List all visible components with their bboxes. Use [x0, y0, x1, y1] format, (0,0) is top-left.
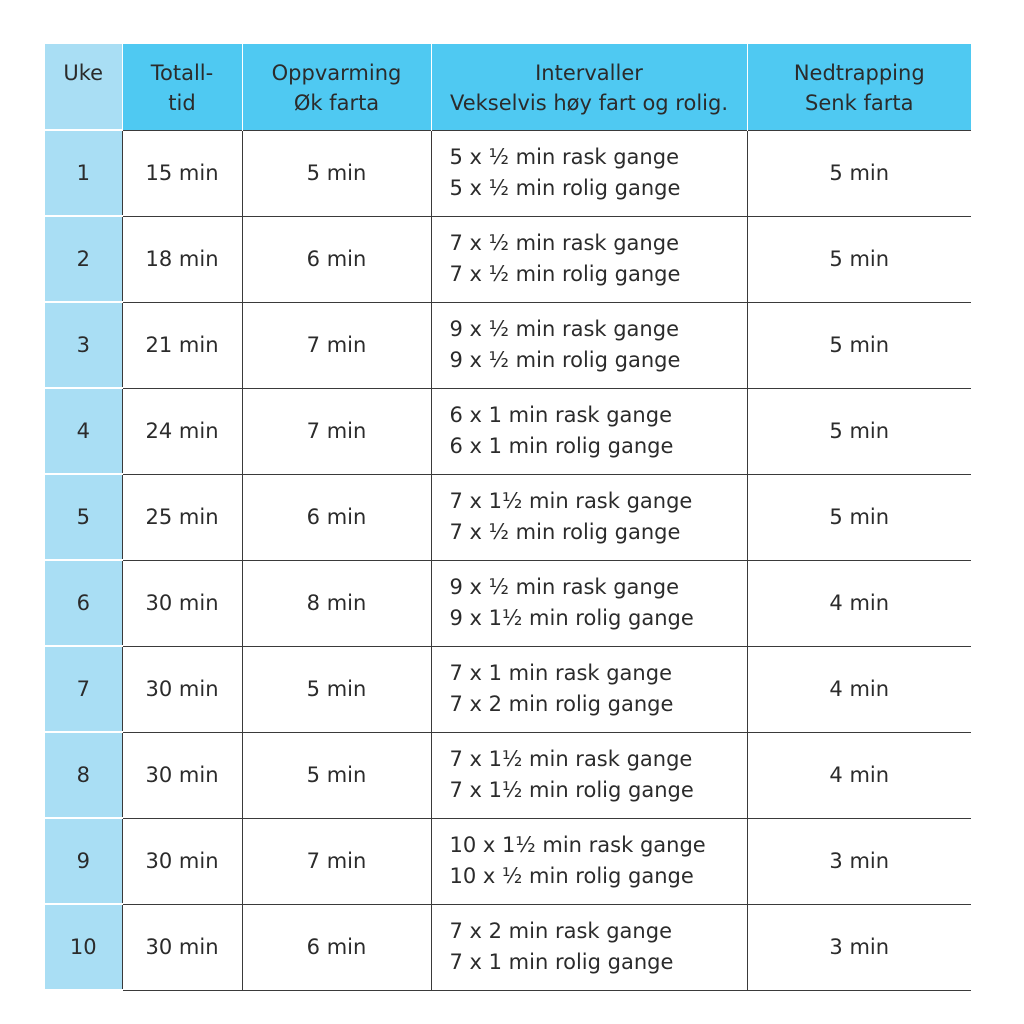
interval-fast-line: 9 x ½ min rask gange — [449, 317, 679, 341]
warmup-cell: 5 min — [242, 646, 431, 732]
cooldown-cell: 5 min — [747, 130, 971, 216]
interval-fast-line: 10 x 1½ min rask gange — [449, 833, 706, 857]
week-cell: 9 — [45, 818, 122, 904]
total-time-cell: 30 min — [122, 818, 242, 904]
cooldown-cell: 4 min — [747, 560, 971, 646]
intervals-cell — [431, 646, 747, 732]
total-time-cell: 30 min — [122, 732, 242, 818]
interval-slow-line: 7 x 1 min rolig gange — [449, 950, 674, 974]
warmup-cell: 6 min — [242, 216, 431, 302]
interval-slow-line: 7 x 1½ min rolig gange — [449, 778, 694, 802]
table-row — [45, 904, 971, 990]
cooldown-cell: 5 min — [747, 302, 971, 388]
interval-fast-line: 7 x 1 min rask gange — [449, 661, 672, 685]
cooldown-cell: 5 min — [747, 216, 971, 302]
week-cell: 1 — [45, 130, 122, 216]
interval-fast-line: 7 x ½ min rask gange — [449, 231, 679, 255]
header-warmup — [242, 44, 431, 130]
interval-fast-line: 6 x 1 min rask gange — [449, 403, 672, 427]
cooldown-cell: 3 min — [747, 818, 971, 904]
table-row — [45, 474, 971, 560]
week-cell: 2 — [45, 216, 122, 302]
week-cell: 4 — [45, 388, 122, 474]
intervals-cell — [431, 474, 747, 560]
intervals-cell — [431, 130, 747, 216]
interval-slow-line: 9 x 1½ min rolig gange — [449, 606, 694, 630]
header-total-time — [122, 44, 242, 130]
interval-fast-line: 9 x ½ min rask gange — [449, 575, 679, 599]
table-row — [45, 818, 971, 904]
week-cell: 7 — [45, 646, 122, 732]
header-cooldown — [747, 44, 971, 130]
warmup-cell: 8 min — [242, 560, 431, 646]
table-row — [45, 302, 971, 388]
table-header — [45, 44, 971, 130]
intervals-cell — [431, 302, 747, 388]
header-cooldown-line-2: Senk farta — [805, 91, 914, 115]
header-intervals-line-1: Intervaller — [535, 61, 643, 85]
header-week — [45, 44, 122, 130]
total-time-cell: 24 min — [122, 388, 242, 474]
intervals-cell — [431, 216, 747, 302]
total-time-cell: 30 min — [122, 646, 242, 732]
interval-slow-line: 5 x ½ min rolig gange — [449, 176, 681, 200]
interval-fast-line: 7 x 1½ min rask gange — [449, 747, 693, 771]
week-cell: 6 — [45, 560, 122, 646]
intervals-cell — [431, 818, 747, 904]
header-warmup-line-2: Øk farta — [293, 91, 380, 115]
interval-fast-line: 7 x 1½ min rask gange — [449, 489, 693, 513]
table-row — [45, 130, 971, 216]
header-row — [45, 44, 971, 130]
table-row — [45, 732, 971, 818]
week-cell: 10 — [45, 904, 122, 990]
header-week-line: Uke — [63, 61, 104, 85]
table-body — [45, 130, 971, 990]
total-time-cell: 18 min — [122, 216, 242, 302]
week-cell: 8 — [45, 732, 122, 818]
interval-fast-line: 5 x ½ min rask gange — [449, 145, 679, 169]
total-time-cell: 21 min — [122, 302, 242, 388]
table-row — [45, 216, 971, 302]
header-intervals-line-2: Vekselvis høy fart og rolig. — [449, 91, 728, 115]
warmup-cell: 7 min — [242, 388, 431, 474]
interval-slow-line: 6 x 1 min rolig gange — [449, 434, 674, 458]
cooldown-cell: 4 min — [747, 732, 971, 818]
warmup-cell: 6 min — [242, 904, 431, 990]
interval-slow-line: 7 x 2 min rolig gange — [449, 692, 674, 716]
header-total-line-1: Totall- — [150, 61, 214, 85]
header-total-line-2: tid — [168, 91, 196, 115]
cooldown-cell: 4 min — [747, 646, 971, 732]
warmup-cell: 5 min — [242, 130, 431, 216]
cooldown-cell: 3 min — [747, 904, 971, 990]
warmup-cell: 5 min — [242, 732, 431, 818]
total-time-cell: 15 min — [122, 130, 242, 216]
header-intervals — [431, 44, 747, 130]
cooldown-cell: 5 min — [747, 474, 971, 560]
intervals-cell — [431, 388, 747, 474]
week-cell: 3 — [45, 302, 122, 388]
week-cell: 5 — [45, 474, 122, 560]
interval-slow-line: 9 x ½ min rolig gange — [449, 348, 681, 372]
table-row — [45, 560, 971, 646]
warmup-cell: 7 min — [242, 818, 431, 904]
cooldown-cell: 5 min — [747, 388, 971, 474]
intervals-cell — [431, 732, 747, 818]
header-warmup-line-1: Oppvarming — [271, 61, 402, 85]
warmup-cell: 6 min — [242, 474, 431, 560]
table-row — [45, 388, 971, 474]
intervals-cell — [431, 560, 747, 646]
header-cooldown-line-1: Nedtrapping — [793, 61, 925, 85]
interval-slow-line: 7 x ½ min rolig gange — [449, 262, 681, 286]
intervals-cell — [431, 904, 747, 990]
table-row — [45, 646, 971, 732]
interval-fast-line: 7 x 2 min rask gange — [449, 919, 672, 943]
total-time-cell: 30 min — [122, 904, 242, 990]
warmup-cell: 7 min — [242, 302, 431, 388]
total-time-cell: 25 min — [122, 474, 242, 560]
interval-slow-line: 7 x ½ min rolig gange — [449, 520, 681, 544]
total-time-cell: 30 min — [122, 560, 242, 646]
interval-slow-line: 10 x ½ min rolig gange — [449, 864, 694, 888]
training-plan-table — [45, 44, 971, 991]
